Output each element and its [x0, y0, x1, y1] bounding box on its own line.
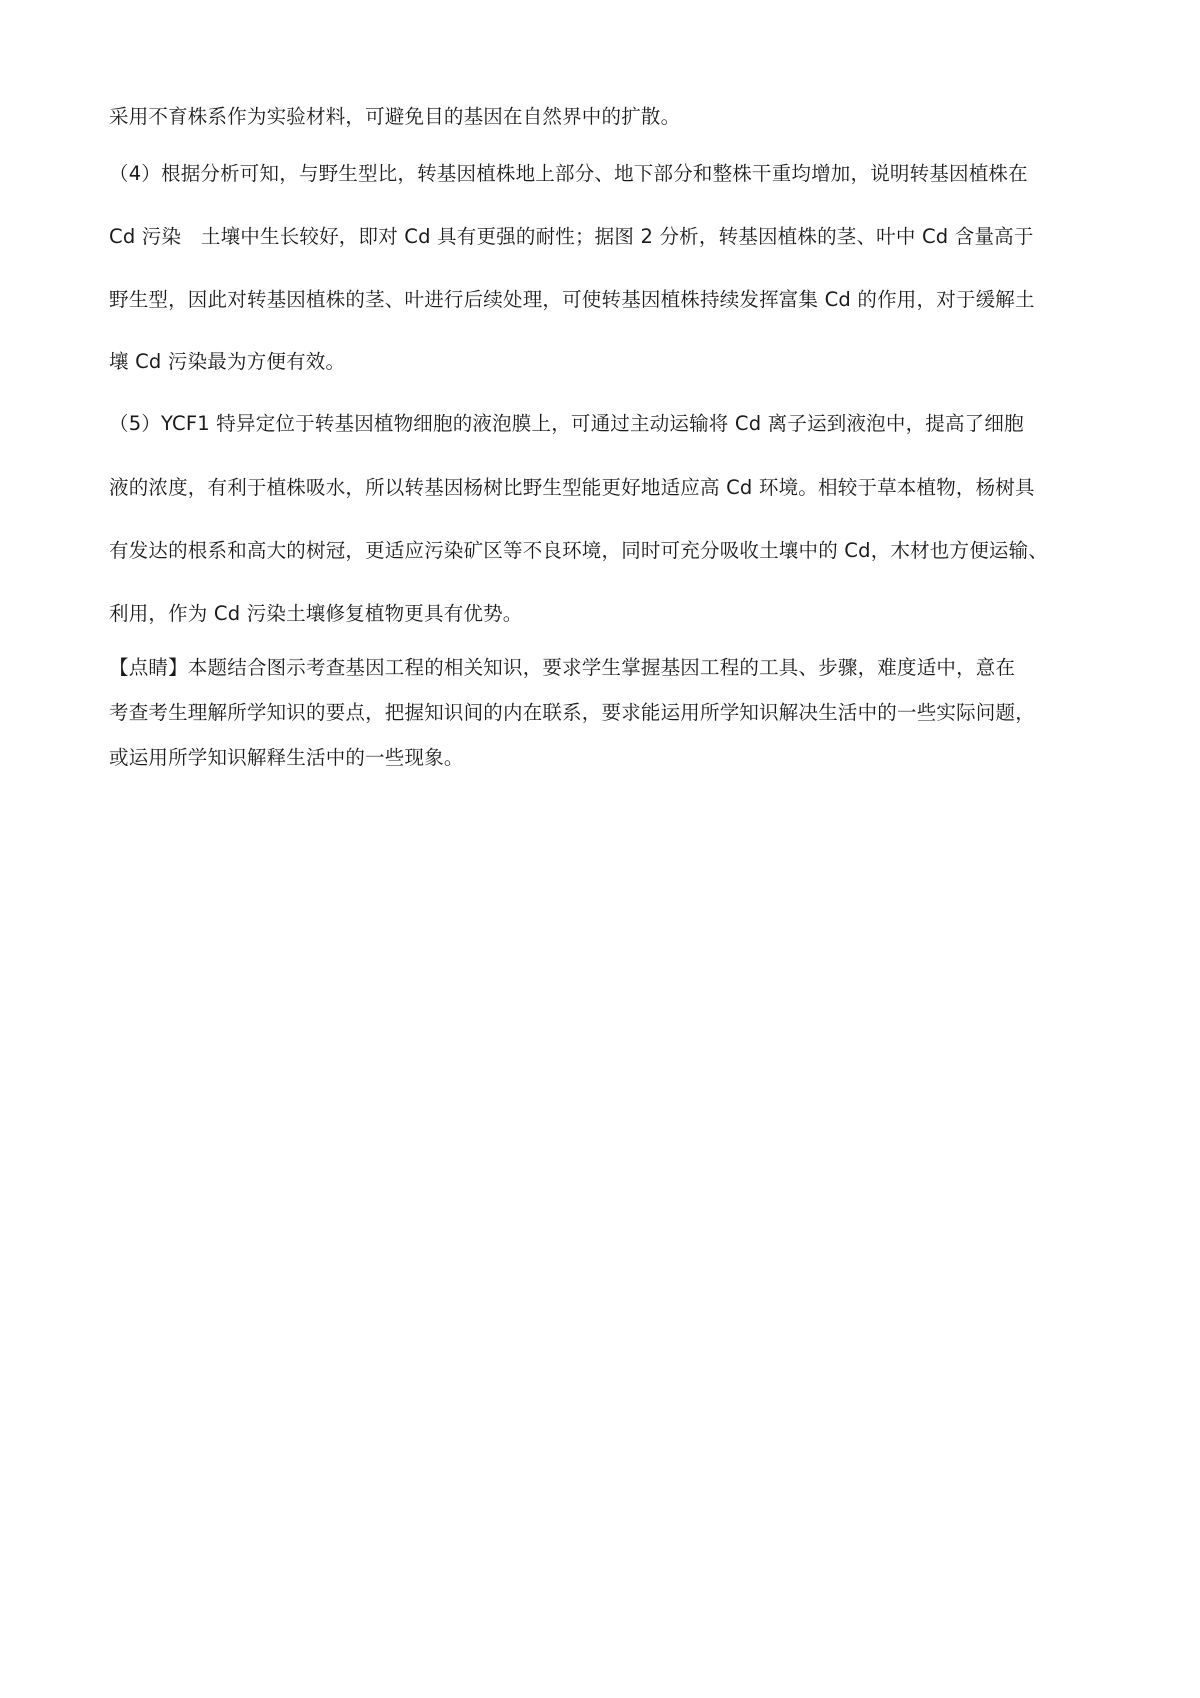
text-line: 考查考生理解所学知识的要点，把握知识间的内在联系，要求能运用所学知识解决生活中的一些实际问题，: [109, 701, 1035, 724]
text-line: 液的浓度，有利于植株吸水，所以转基因杨树比野生型能更好地适应高 Cd 环境。相较于草本植物，杨树具: [109, 476, 1035, 499]
text-line: （4）根据分析可知，与野生型比，转基因植株地上部分、地下部分和整株干重均增加，说明转基因植株在: [109, 162, 1028, 185]
text-line: 或运用所学知识解释生活中的一些现象。: [109, 746, 464, 769]
text-line: 壤 Cd 污染最为方便有效。: [109, 350, 346, 373]
text-line: 采用不育株系作为实验材料，可避免目的基因在自然界中的扩散。: [109, 105, 681, 128]
text-line: （5）YCF1 特异定位于转基因植物细胞的液泡膜上，可通过主动运输将 Cd 离子运到液泡中，提高了细胞: [109, 412, 1024, 435]
text-line: 野生型，因此对转基因植株的茎、叶进行后续处理，可使转基因植株持续发挥富集 Cd 的作用，对于缓解土: [109, 288, 1035, 311]
text-line: 有发达的根系和高大的树冠，更适应污染矿区等不良环境，同时可充分吸收土壤中的 Cd，木材也方便运输、: [109, 539, 1048, 562]
text-line: 【点睛】本题结合图示考查基因工程的相关知识，要求学生掌握基因工程的工具、步骤，难度适中，意在: [109, 656, 1016, 679]
text-line: 利用，作为 Cd 污染土壤修复植物更具有优势。: [109, 602, 523, 625]
text-line: Cd 污染 土壤中生长较好，即对 Cd 具有更强的耐性；据图 2 分析，转基因植株的茎、叶中 Cd 含量高于: [109, 225, 1034, 248]
